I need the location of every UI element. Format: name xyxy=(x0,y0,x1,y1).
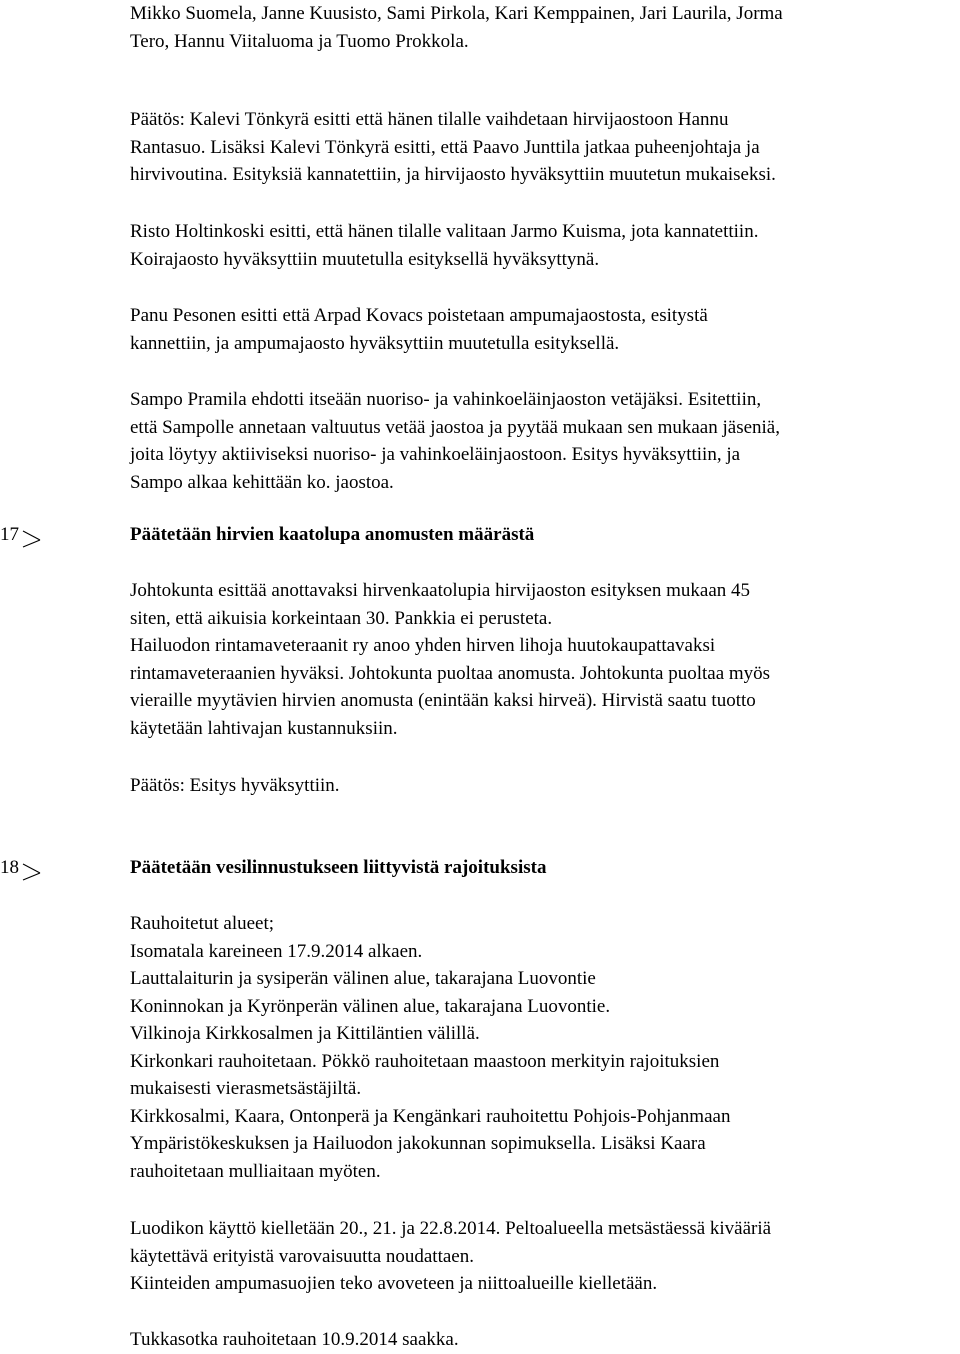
text-line: Sampo alkaa kehittään ko. jaostoa. xyxy=(130,471,394,493)
text-line: Ympäristökeskuksen ja Hailuodon jakokunnan sopimuksella. Lisäksi Kaara xyxy=(130,1133,706,1154)
shooting-section-paragraph xyxy=(130,302,950,357)
text-line: käytetään lahtivajan kustannuksiin. xyxy=(130,717,398,739)
text-line: vieraille myytävien hirvien anomusta (enintään kaksi hirveä). Hirvistä saatu tuotto xyxy=(130,690,756,711)
text-line: rintamaveteraanien hyväksi. Johtokunta puoltaa anomusta. Johtokunta puoltaa myös xyxy=(130,662,771,684)
section-title: Päätetään hirvien kaatolupa anomusten määrästä xyxy=(130,524,535,545)
text-line: Päätös: Kalevi Tönkyrä esitti että hänen tilalle vaihdetaan hirvijaostoon Hannu xyxy=(130,109,729,130)
intro-paragraph xyxy=(130,0,950,55)
section-number: 17 xyxy=(0,524,19,545)
text-line: Koirajaosto hyväksyttiin muutetulla esityksellä hyväksyttynä. xyxy=(130,248,600,270)
text-line: joita löytyy aktiiviseksi nuoriso- ja vahinkoeläinjaostoon. Esitys hyväksyttiin, ja xyxy=(130,444,741,465)
text-line: rauhoitetaan mulliaitaan myöten. xyxy=(130,1160,381,1182)
text-line: Sampo Pramila ehdotti itseään nuoriso- ja vahinkoeläinjaoston vetäjäksi. Esitettiin, xyxy=(130,389,762,410)
section-mark-icon xyxy=(20,521,44,549)
text-line: Vilkinoja Kirkkosalmen ja Kittiläntien välillä. xyxy=(130,1023,480,1044)
text-line: Isomatala kareineen 17.9.2014 alkaen. xyxy=(130,940,423,962)
section-17-body xyxy=(130,577,950,742)
text-line: Rauhoitetut alueet; xyxy=(130,913,275,934)
youth-section-paragraph xyxy=(130,386,950,496)
text-line: Johtokunta esittää anottavaksi hirvenkaatolupia hirvijaoston esityksen mukaan 45 xyxy=(130,580,750,601)
text-line: Koninnokan ja Kyrönperän välinen alue, takarajana Luovontie. xyxy=(130,995,611,1017)
section-mark-icon xyxy=(20,854,44,882)
section-18-weapon-rules xyxy=(130,1215,950,1298)
text-line: Luodikon käyttö kielletään 20., 21. ja 22.8.2014. Peltoalueella metsästäessä kivääriä xyxy=(130,1218,772,1239)
dog-section-paragraph xyxy=(130,218,950,273)
text-line: käytettävä erityistä varovaisuutta noudattaen. xyxy=(130,1245,474,1267)
section-18-species-protection xyxy=(130,1326,950,1354)
text-line: mukaisesti vierasmetsästäjiltä. xyxy=(130,1078,362,1099)
text-line: Mikko Suomela, Janne Kuusisto, Sami Pirkola, Kari Kemppainen, Jari Laurila, Jorma xyxy=(130,3,783,24)
text-line: Päätös: Esitys hyväksyttiin. xyxy=(130,775,340,796)
section-title: Päätetään vesilinnustukseen liittyvistä rajoituksista xyxy=(130,857,547,878)
text-line: Rantasuo. Lisäksi Kalevi Tönkyrä esitti, että Paavo Junttila jatkaa puheenjohtaja ja xyxy=(130,136,760,158)
text-line: Kiinteiden ampumasuojien teko avoveteen ja niittoalueille kielletään. xyxy=(130,1273,658,1294)
decision-paragraph xyxy=(130,106,950,189)
text-line: että Sampolle annetaan valtuutus vetää jaostoa ja pyytää mukaan sen mukaan jäseniä, xyxy=(130,416,780,438)
text-line: siten, että aikuisia korkeintaan 30. Pankkia ei perusteta. xyxy=(130,607,553,629)
section-17-decision xyxy=(130,772,950,800)
text-line: Panu Pesonen esitti että Arpad Kovacs poistetaan ampumajaostosta, esitystä xyxy=(130,305,708,326)
text-line: Hailuodon rintamaveteraanit ry anoo yhden hirven lihoja huutokaupattavaksi xyxy=(130,635,716,656)
text-line: kannettiin, ja ampumajaosto hyväksyttiin muutetulla esityksellä. xyxy=(130,332,620,354)
text-line: Kirkonkari rauhoitetaan. Pökkö rauhoitetaan maastoon merkityin rajoituksien xyxy=(130,1050,720,1072)
text-line: Lauttalaiturin ja sysiperän välinen alue, takarajana Luovontie xyxy=(130,968,596,989)
text-line: Risto Holtinkoski esitti, että hänen tilalle valitaan Jarmo Kuisma, jota kannatettiin. xyxy=(130,221,759,242)
section-18-protected-areas xyxy=(130,910,950,1185)
text-line: Tero, Hannu Viitaluoma ja Tuomo Prokkola. xyxy=(130,30,469,52)
text-line: Kirkkosalmi, Kaara, Ontonperä ja Kengänkari rauhoitettu Pohjois-Pohjanmaan xyxy=(130,1105,731,1127)
text-line: Tukkasotka rauhoitetaan 10.9.2014 saakka. xyxy=(130,1329,459,1350)
text-line: hirvivoutina. Esityksiä kannatettiin, ja hirvijaosto hyväksyttiin muutetun mukaiseksi. xyxy=(130,164,776,185)
section-number: 18 xyxy=(0,857,19,878)
